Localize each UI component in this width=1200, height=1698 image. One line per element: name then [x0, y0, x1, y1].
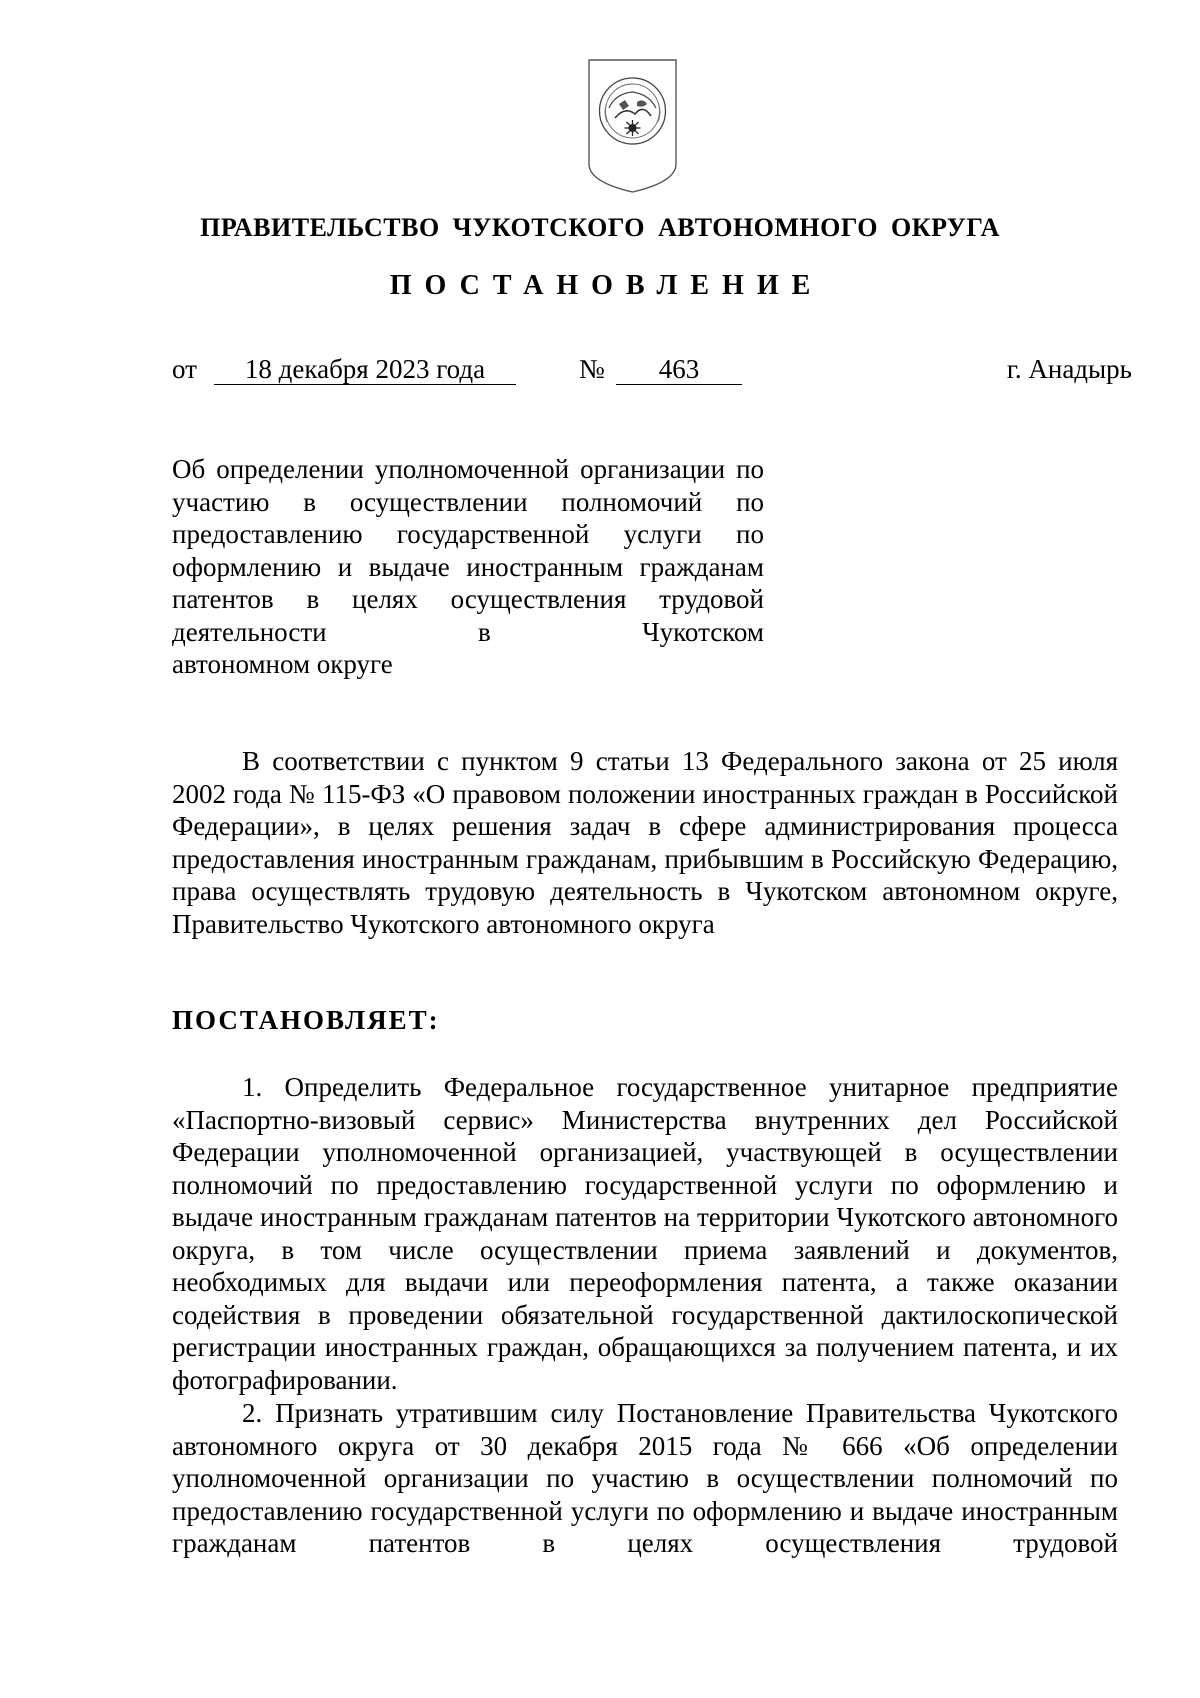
subject-line: трудовой деятельности в Чукотском [172, 584, 764, 647]
number-sign: № [579, 354, 605, 384]
subject-line: по участию в осуществлении полномочий [172, 454, 765, 517]
document-city: г. Анадырь [1006, 354, 1132, 384]
document-meta [172, 354, 1132, 390]
subject-line: гражданам патентов в целях осуществления [172, 551, 764, 614]
clause-1: 1. Определить Федеральное государственное унитарное предприятие «Паспортно-визовый сервис» Министерства внутренних дел Российской Федерации уполномоченной организацией, участвующей в осуществлении полномочий по предоставлению государственной услуги по оформлению и выдаче иностранным гражданам патентов на территории Чукотского автономного округа, в том числе осуществлении приема заявлений и документов, необходимых для выдачи или переоформления патента, а также оказании содействия в проведении обязательной государственной дактилоскопической регистрации иностранных граждан, обращающихся за получением патента, и их фотографировании. [172, 1072, 1118, 1395]
chukotka-coat-of-arms-icon [585, 56, 680, 196]
subject-line: по предоставлению государственной услуги [172, 486, 765, 549]
resolves-heading: ПОСТАНОВЛЯЕТ: [172, 1005, 440, 1035]
document-subject [172, 453, 764, 681]
subject-line: Об определении уполномоченной организации [172, 454, 726, 484]
organization-title: ПРАВИТЕЛЬСТВО ЧУКОТСКОГО АВТОНОМНОГО ОКРУГА [200, 213, 1000, 242]
clause-2-text: 2. Признать утратившим силу Постановление Правительства Чукотского автономного округа от 30 декабря 2015 года № 666 «Об определении уполномоченной организации по участию в осуществлении полномочий по предоставлению государственной услуги по оформлению и выдаче иностранным гражданам патентов в целях осуществления трудовой [172, 1398, 1118, 1558]
subject-line: по оформлению и выдаче иностранным [172, 519, 764, 582]
document-number: 463 [616, 354, 742, 385]
document-type: ПОСТАНОВЛЕНИЕ [389, 270, 824, 301]
subject-line: автономном округе [172, 649, 393, 679]
document-date: 18 декабря 2023 года [214, 354, 516, 385]
preamble-paragraph: В соответствии с пунктом 9 статьи 13 Федерального закона от 25 июля 2002 года № 115-ФЗ «О правовом положении иностранных граждан в Российской Федерации», в целях решения задач в сфере администрирования процесса предоставления иностранным гражданам, прибывшим в Российскую Федерацию, права осуществлять трудовую деятельность в Чукотском автономном округе, Правительство Чукотского автономного округа [172, 746, 1118, 939]
date-prefix: от [172, 354, 197, 384]
clause-2 [172, 1397, 1118, 1560]
